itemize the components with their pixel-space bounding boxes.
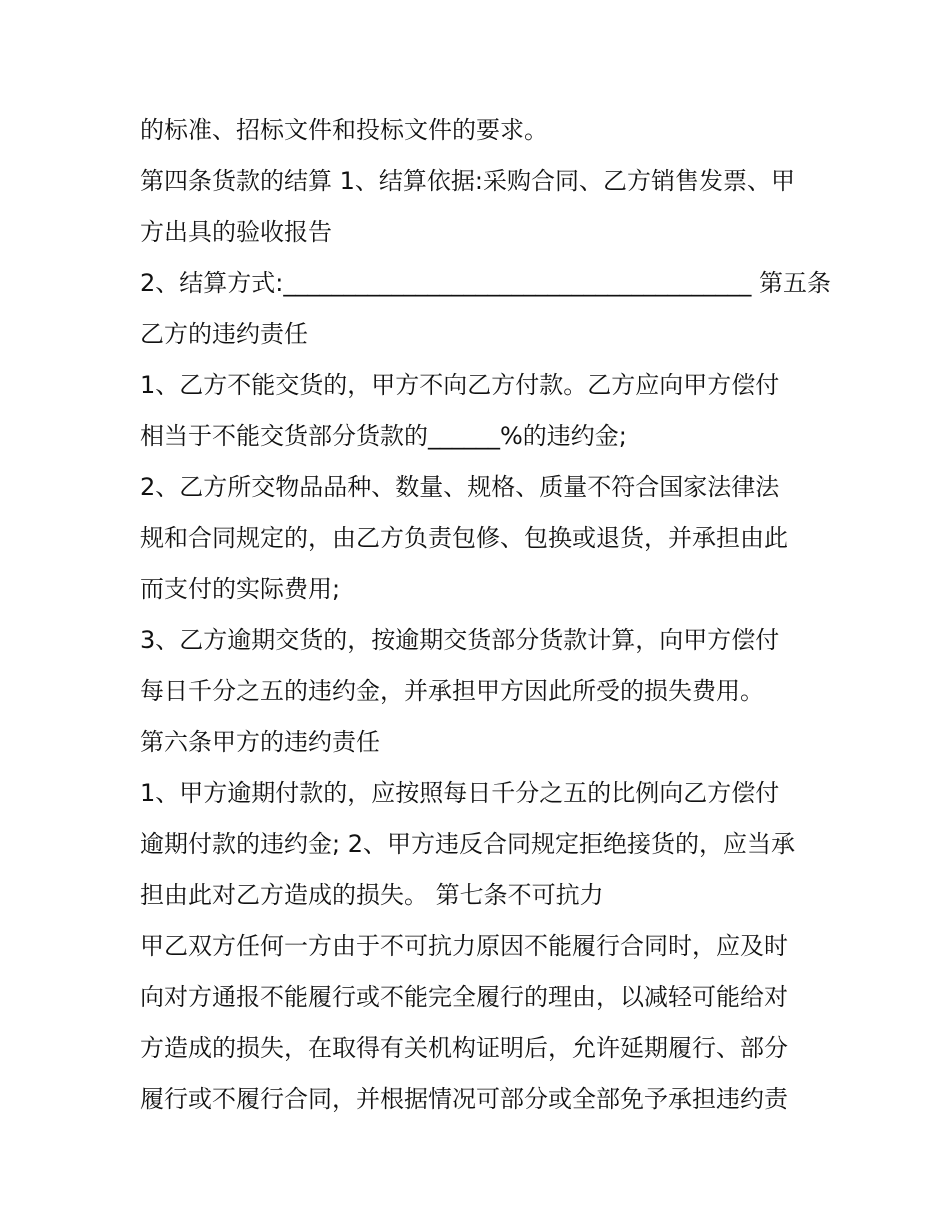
text-line: 第四条货款的结算 1、结算依据:采购合同、乙方销售发票、甲 bbox=[140, 167, 795, 195]
text-line: 2、乙方所交物品品种、数量、规格、质量不符合国家法律法 bbox=[140, 473, 780, 501]
text-line: 而支付的实际费用; bbox=[140, 575, 341, 603]
document-body bbox=[140, 105, 831, 1125]
text-line: 规和合同规定的，由乙方负责包修、包换或退货，并承担由此 bbox=[140, 524, 788, 552]
text-line: 的标准、招标文件和投标文件的要求。 bbox=[140, 116, 548, 144]
text-line: 1、甲方逾期付款的，应按照每日千分之五的比例向乙方偿付 bbox=[140, 779, 780, 807]
text-line: 2、结算方式:_______________________________________ 第五条 bbox=[140, 269, 831, 297]
text-line: 履行或不履行合同，并根据情况可部分或全部免予承担违约责 bbox=[140, 1085, 788, 1113]
text-line: 担由此对乙方造成的损失。 第七条不可抗力 bbox=[140, 881, 604, 909]
text-line: 方出具的验收报告 bbox=[140, 218, 332, 246]
text-line: 相当于不能交货部分货款的______%的违约金; bbox=[140, 422, 627, 450]
text-line: 方造成的损失，在取得有关机构证明后，允许延期履行、部分 bbox=[140, 1034, 788, 1062]
text-line: 第六条甲方的违约责任 bbox=[140, 728, 380, 756]
text-line: 3、乙方逾期交货的，按逾期交货部分货款计算，向甲方偿付 bbox=[140, 626, 780, 654]
text-line: 1、乙方不能交货的，甲方不向乙方付款。乙方应向甲方偿付 bbox=[140, 371, 780, 399]
text-line: 逾期付款的违约金; 2、甲方违反合同规定拒绝接货的，应当承 bbox=[140, 830, 795, 858]
text-line: 向对方通报不能履行或不能完全履行的理由，以减轻可能给对 bbox=[140, 983, 788, 1011]
text-line: 每日千分之五的违约金，并承担甲方因此所受的损失费用。 bbox=[140, 677, 764, 705]
text-line: 乙方的违约责任 bbox=[140, 320, 308, 348]
text-line: 甲乙双方任何一方由于不可抗力原因不能履行合同时，应及时 bbox=[140, 932, 788, 960]
